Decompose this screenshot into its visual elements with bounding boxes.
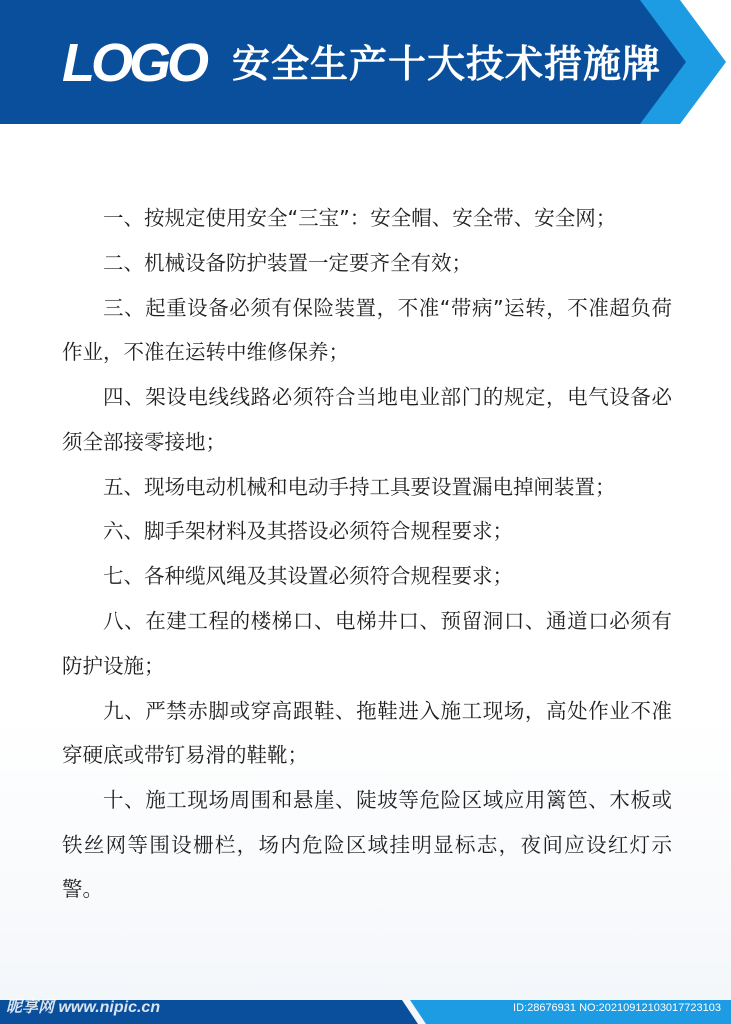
watermark-site: 昵享网 www.nipic.cn xyxy=(6,999,161,1016)
list-item: 二、机械设备防护装置一定要齐全有效； xyxy=(103,250,472,275)
list-item: 三、起重设备必须有保险装置，不准“带病”运转，不准超负荷作业，不准在运转中维修保养； xyxy=(62,295,672,365)
watermark-id: ID:28676931 NO:20210912103017723103 xyxy=(513,1002,721,1014)
list-item: 九、严禁赤脚或穿高跟鞋、拖鞋进入施工现场，高处作业不准穿硬底或带钉易滑的鞋靴； xyxy=(62,698,672,768)
list-item: 七、各种缆风绳及其设置必须符合规程要求； xyxy=(103,564,513,589)
list-item: 八、在建工程的楼梯口、电梯井口、预留洞口、通道口必须有防护设施； xyxy=(62,609,672,678)
logo: LOGO xyxy=(62,33,205,93)
list-item: 五、现场电动机械和电动手持工具要设置漏电掉闸装置； xyxy=(103,474,616,499)
list-item: 六、脚手架材料及其搭设必须符合规程要求； xyxy=(103,519,513,544)
page-title: 安全生产十大技术措施牌 xyxy=(232,42,662,86)
header-banner xyxy=(0,0,731,124)
list-item: 十、施工现场周围和悬崖、陡坡等危险区域应用篱笆、木板或铁丝网等围设栅栏，场内危险区域挂明显标志，夜间应设红灯示警。 xyxy=(62,788,672,902)
list-item: 四、架设电线线路必须符合当地电业部门的规定，电气设备必须全部接零接地； xyxy=(62,385,672,454)
list-item: 一、按规定使用安全“三宝”：安全帽、安全带、安全网； xyxy=(103,206,617,230)
measures-list xyxy=(62,196,672,912)
